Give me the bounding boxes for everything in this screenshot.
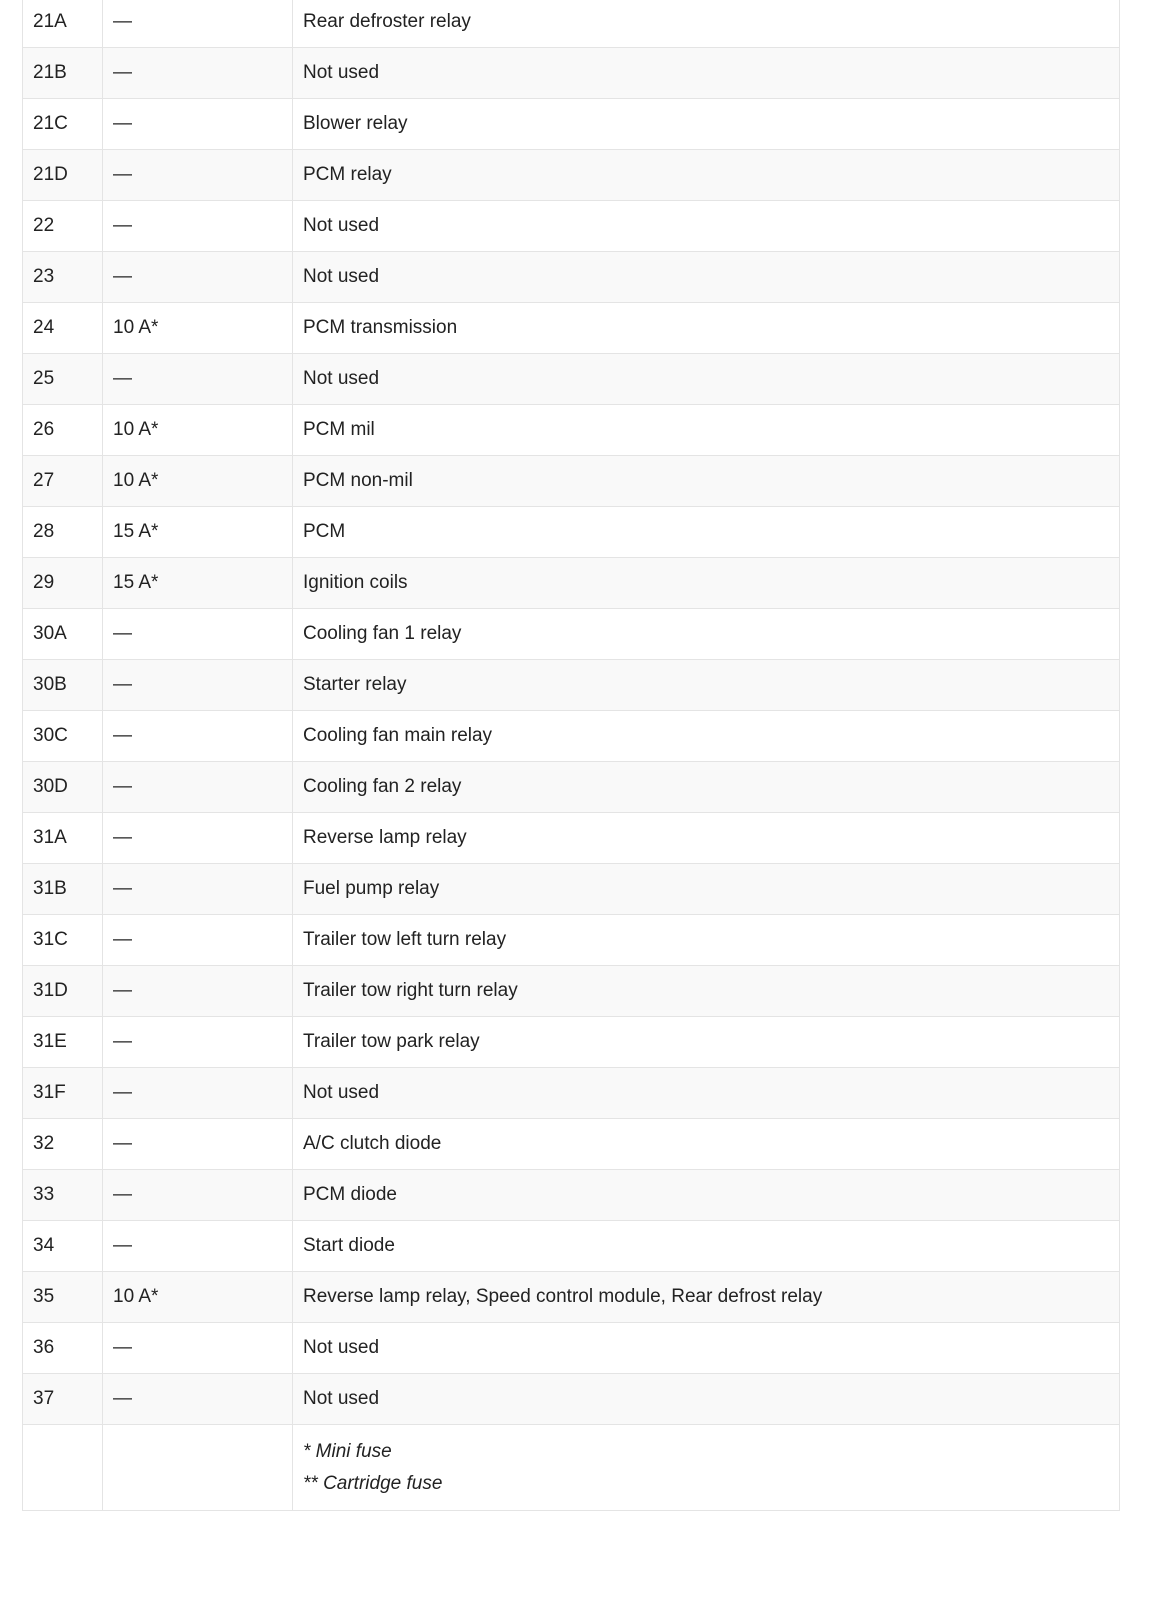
fuse-description-cell: Not used <box>293 201 1120 252</box>
fuse-rating-cell: — <box>103 1068 293 1119</box>
table-row <box>23 99 1120 150</box>
fuse-number-cell: 28 <box>23 507 103 558</box>
fuse-description-cell: Reverse lamp relay, Speed control module, Rear defrost relay <box>293 1272 1120 1323</box>
fuse-number-cell: 22 <box>23 201 103 252</box>
fuse-description-cell: Not used <box>293 354 1120 405</box>
fuse-rating-cell: — <box>103 201 293 252</box>
table-row <box>23 456 1120 507</box>
fuse-description-cell: Trailer tow right turn relay <box>293 966 1120 1017</box>
fuse-rating-cell: — <box>103 966 293 1017</box>
table-row <box>23 711 1120 762</box>
fuse-number-cell: 31B <box>23 864 103 915</box>
fuse-description-cell: Blower relay <box>293 99 1120 150</box>
fuse-number-cell: 25 <box>23 354 103 405</box>
table-row <box>23 864 1120 915</box>
notes-empty-cell <box>23 1425 103 1511</box>
table-row <box>23 1221 1120 1272</box>
fuse-number-cell: 31F <box>23 1068 103 1119</box>
fuse-number-cell: 21B <box>23 48 103 99</box>
fuse-rating-cell: 10 A* <box>103 456 293 507</box>
fuse-rating-cell: — <box>103 864 293 915</box>
fuse-number-cell: 21A <box>23 0 103 48</box>
table-notes-row <box>23 1425 1120 1511</box>
fuse-table-body <box>23 0 1120 1511</box>
fuse-number-cell: 26 <box>23 405 103 456</box>
fuse-number-cell: 32 <box>23 1119 103 1170</box>
table-row <box>23 1017 1120 1068</box>
note-cartridge-fuse: ** Cartridge fuse <box>303 1472 443 1494</box>
fuse-number-cell: 21D <box>23 150 103 201</box>
fuse-description-cell: Cooling fan main relay <box>293 711 1120 762</box>
fuse-rating-cell: — <box>103 1119 293 1170</box>
fuse-rating-cell: — <box>103 99 293 150</box>
table-row <box>23 201 1120 252</box>
fuse-rating-cell: — <box>103 1374 293 1425</box>
fuse-rating-cell: — <box>103 762 293 813</box>
fuse-number-cell: 36 <box>23 1323 103 1374</box>
fuse-description-cell: A/C clutch diode <box>293 1119 1120 1170</box>
table-row <box>23 558 1120 609</box>
fuse-table-container <box>22 0 1119 1511</box>
fuse-number-cell: 31A <box>23 813 103 864</box>
table-row <box>23 354 1120 405</box>
table-row <box>23 1068 1120 1119</box>
fuse-table <box>22 0 1120 1511</box>
fuse-rating-cell: 10 A* <box>103 405 293 456</box>
table-row <box>23 48 1120 99</box>
note-mini-fuse: * Mini fuse <box>303 1440 392 1462</box>
fuse-number-cell: 33 <box>23 1170 103 1221</box>
table-row <box>23 813 1120 864</box>
fuse-description-cell: PCM non-mil <box>293 456 1120 507</box>
fuse-number-cell: 34 <box>23 1221 103 1272</box>
fuse-description-cell: Not used <box>293 1068 1120 1119</box>
fuse-number-cell: 35 <box>23 1272 103 1323</box>
fuse-description-cell: Not used <box>293 1374 1120 1425</box>
fuse-description-cell: Rear defroster relay <box>293 0 1120 48</box>
fuse-description-cell: Reverse lamp relay <box>293 813 1120 864</box>
fuse-rating-cell: — <box>103 1221 293 1272</box>
notes-empty-cell <box>103 1425 293 1511</box>
fuse-rating-cell: — <box>103 252 293 303</box>
table-row <box>23 915 1120 966</box>
fuse-rating-cell: — <box>103 354 293 405</box>
fuse-description-cell: Start diode <box>293 1221 1120 1272</box>
fuse-number-cell: 30C <box>23 711 103 762</box>
fuse-description-cell: Not used <box>293 1323 1120 1374</box>
fuse-rating-cell: 15 A* <box>103 507 293 558</box>
fuse-description-cell: Starter relay <box>293 660 1120 711</box>
fuse-description-cell: Trailer tow park relay <box>293 1017 1120 1068</box>
table-row <box>23 1170 1120 1221</box>
fuse-number-cell: 31E <box>23 1017 103 1068</box>
fuse-rating-cell: — <box>103 48 293 99</box>
notes-cell <box>293 1425 1120 1511</box>
fuse-description-cell: PCM mil <box>293 405 1120 456</box>
table-row <box>23 303 1120 354</box>
fuse-number-cell: 31D <box>23 966 103 1017</box>
fuse-number-cell: 30B <box>23 660 103 711</box>
fuse-description-cell: Ignition coils <box>293 558 1120 609</box>
table-row <box>23 966 1120 1017</box>
table-row <box>23 1272 1120 1323</box>
table-row <box>23 609 1120 660</box>
fuse-rating-cell: — <box>103 813 293 864</box>
fuse-rating-cell: — <box>103 150 293 201</box>
fuse-number-cell: 23 <box>23 252 103 303</box>
fuse-description-cell: Not used <box>293 48 1120 99</box>
fuse-description-cell: PCM <box>293 507 1120 558</box>
fuse-description-cell: Cooling fan 1 relay <box>293 609 1120 660</box>
table-row <box>23 0 1120 48</box>
fuse-number-cell: 37 <box>23 1374 103 1425</box>
fuse-rating-cell: — <box>103 0 293 48</box>
fuse-rating-cell: — <box>103 660 293 711</box>
fuse-rating-cell: 10 A* <box>103 1272 293 1323</box>
fuse-number-cell: 24 <box>23 303 103 354</box>
table-row <box>23 1119 1120 1170</box>
table-row <box>23 762 1120 813</box>
fuse-rating-cell: — <box>103 1323 293 1374</box>
fuse-description-cell: Not used <box>293 252 1120 303</box>
table-row <box>23 150 1120 201</box>
fuse-description-cell: Cooling fan 2 relay <box>293 762 1120 813</box>
fuse-description-cell: PCM transmission <box>293 303 1120 354</box>
fuse-number-cell: 29 <box>23 558 103 609</box>
fuse-number-cell: 27 <box>23 456 103 507</box>
fuse-rating-cell: — <box>103 609 293 660</box>
fuse-rating-cell: — <box>103 1017 293 1068</box>
fuse-number-cell: 30A <box>23 609 103 660</box>
table-row <box>23 405 1120 456</box>
table-row <box>23 507 1120 558</box>
table-row <box>23 660 1120 711</box>
fuse-description-cell: PCM diode <box>293 1170 1120 1221</box>
fuse-number-cell: 31C <box>23 915 103 966</box>
fuse-number-cell: 21C <box>23 99 103 150</box>
fuse-rating-cell: — <box>103 915 293 966</box>
fuse-number-cell: 30D <box>23 762 103 813</box>
fuse-rating-cell: — <box>103 1170 293 1221</box>
fuse-description-cell: Fuel pump relay <box>293 864 1120 915</box>
table-row <box>23 1323 1120 1374</box>
table-row <box>23 252 1120 303</box>
fuse-rating-cell: 10 A* <box>103 303 293 354</box>
table-row <box>23 1374 1120 1425</box>
fuse-rating-cell: 15 A* <box>103 558 293 609</box>
fuse-description-cell: PCM relay <box>293 150 1120 201</box>
fuse-description-cell: Trailer tow left turn relay <box>293 915 1120 966</box>
fuse-rating-cell: — <box>103 711 293 762</box>
